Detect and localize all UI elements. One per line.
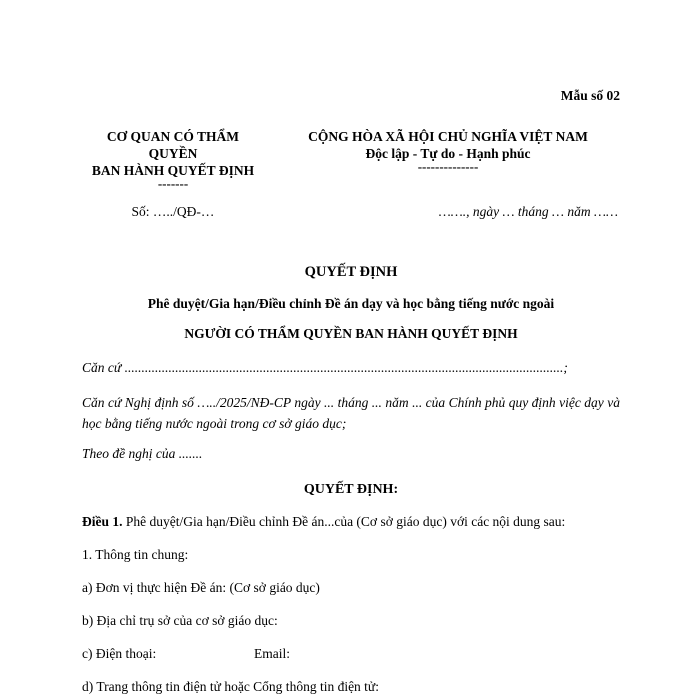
- legal-basis-line1: Căn cứ ..................................................................................................................................;: [82, 360, 568, 375]
- document-header: [82, 128, 620, 220]
- item-a-line: a) Đơn vị thực hiện Đề án: (Cơ sở giáo dục): [82, 580, 320, 595]
- decision-authority-title: NGƯỜI CÓ THẨM QUYỀN BAN HÀNH QUYẾT ĐỊNH: [184, 326, 518, 341]
- issuing-authority-line3: BAN HÀNH QUYẾT ĐỊNH: [91, 163, 255, 178]
- issuing-authority-block: [82, 128, 264, 220]
- article-1-line: [82, 512, 620, 532]
- form-number-label: Mẫu số 02: [560, 88, 620, 103]
- item-d-line: d) Trang thông tin điện tử hoặc Cổng thông tin điện tử:: [82, 679, 379, 694]
- item-c-line: [82, 644, 620, 664]
- article-1-text: Phê duyệt/Gia hạn/Điều chỉnh Đề án...của (Cơ sở giáo dục) với các nội dung sau:: [122, 514, 566, 529]
- legal-basis-line2: Căn cứ Nghị định số …../2025/NĐ-CP ngày ... tháng ... năm ... của Chính phủ quy định việc dạy và học bằng tiếng nước ngoài trong cơ sở giáo dục;: [82, 395, 620, 431]
- decision-operative-heading: QUYẾT ĐỊNH:: [303, 482, 399, 497]
- decision-title: QUYẾT ĐỊNH: [304, 264, 398, 280]
- right-divider: --------------: [417, 159, 479, 174]
- item-c-email-label: Email:: [254, 646, 290, 661]
- item-b-line: b) Địa chỉ trụ sở của cơ sở giáo dục:: [82, 613, 278, 628]
- document-number-line: Số: …../QĐ-…: [131, 204, 215, 219]
- issuing-authority-line2: QUYỀN: [148, 146, 198, 161]
- item-c-phone-label: c) Điện thoại:: [82, 646, 157, 661]
- proposal-line: Theo đề nghị của .......: [82, 446, 203, 461]
- preamble-section: [82, 358, 620, 464]
- section-1-heading: 1. Thông tin chung:: [82, 547, 189, 562]
- national-header-block: [276, 128, 620, 220]
- issuing-authority-line1: CƠ QUAN CÓ THẨM: [106, 129, 240, 144]
- place-date-line: ……., ngày … tháng … năm ……: [438, 204, 618, 219]
- decision-subject: Phê duyệt/Gia hạn/Điều chỉnh Đề án dạy và học bằng tiếng nước ngoài: [147, 296, 555, 311]
- left-divider: -------: [157, 176, 189, 191]
- national-motto-line2: Độc lập - Tự do - Hạnh phúc: [365, 146, 531, 161]
- article-1-label: Điều 1.: [82, 514, 123, 529]
- national-motto-line1: CỘNG HÒA XÃ HỘI CHỦ NGHĨA VIỆT NAM: [308, 129, 588, 144]
